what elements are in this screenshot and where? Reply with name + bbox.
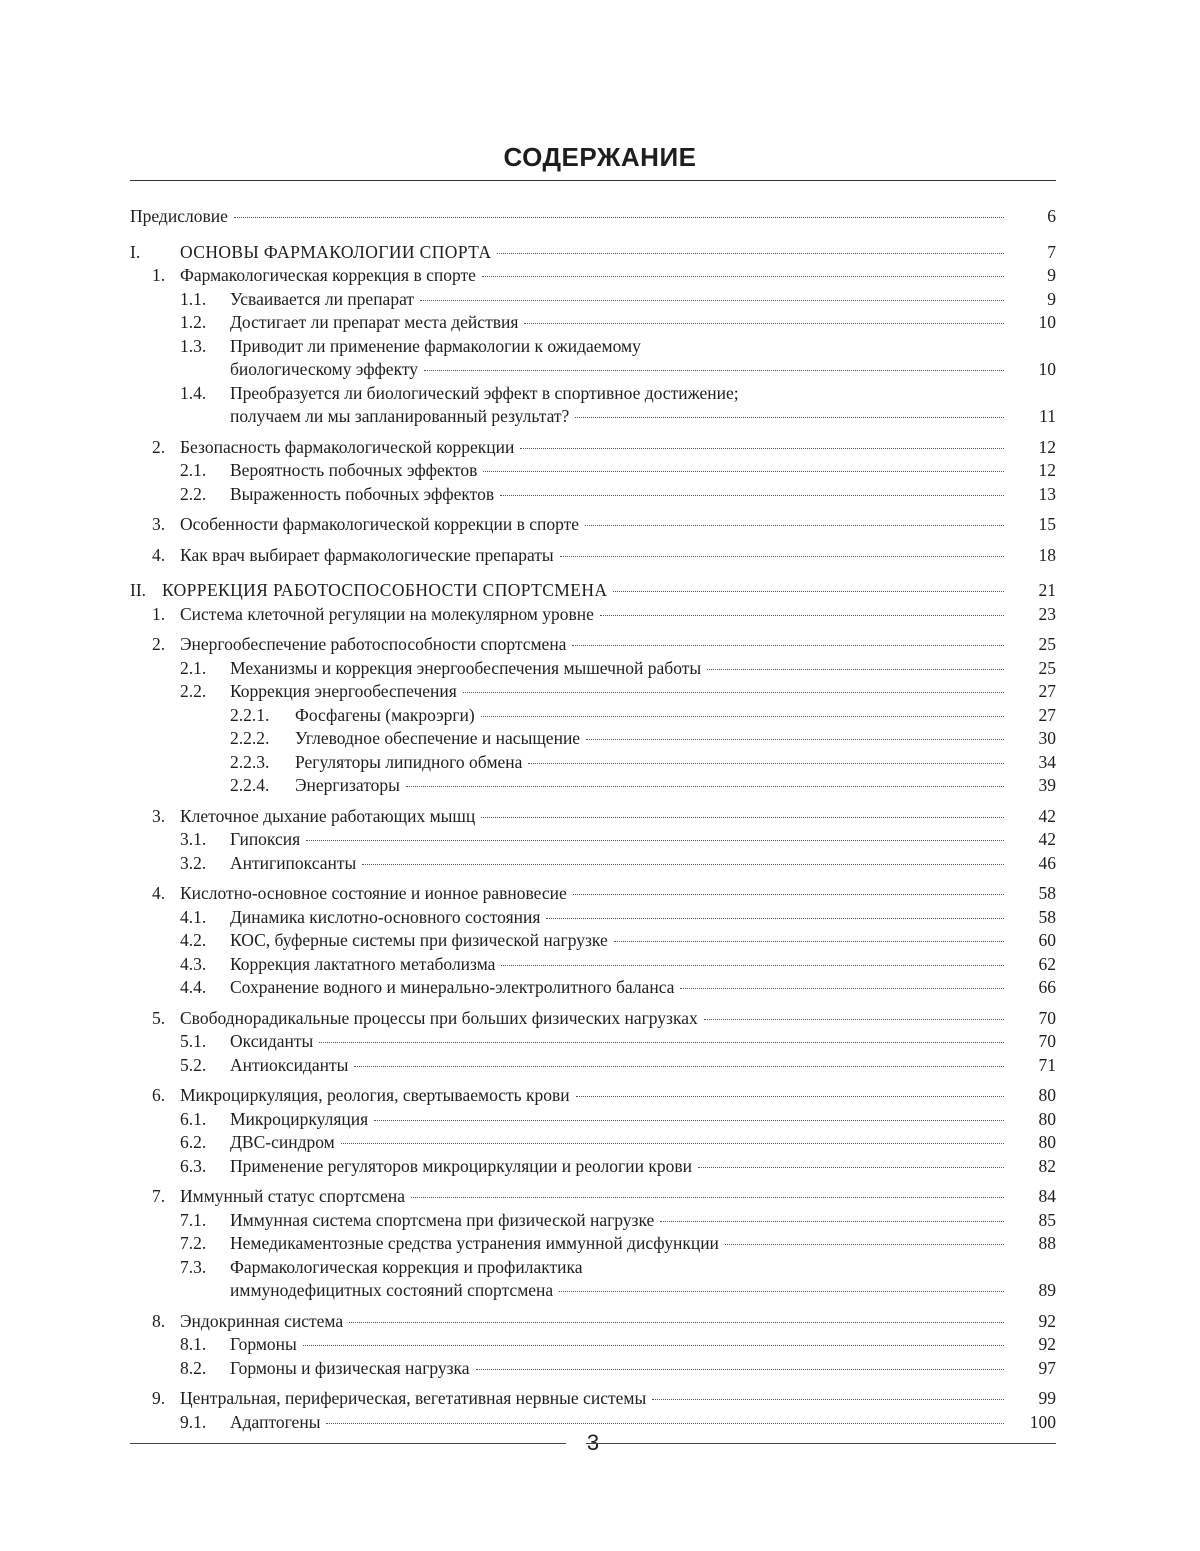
toc-entry-title: Преобразуется ли биологический эффект в спортивное достижение; xyxy=(230,382,739,403)
toc-entry-number: 2.2. xyxy=(180,681,207,701)
toc-entry-subsection[interactable] xyxy=(130,751,1056,775)
toc-page-number: 70 xyxy=(1038,1031,1056,1051)
toc-entry-number: 1.4. xyxy=(180,382,207,403)
dot-leader xyxy=(614,941,1004,942)
toc-entry-subsection[interactable] xyxy=(130,774,1056,798)
toc-entry-title: Предисловие xyxy=(130,206,228,226)
toc-entry-title: Адаптогены xyxy=(230,1411,321,1432)
page-number: 3 xyxy=(586,1430,600,1455)
toc-entry-title: ОСНОВЫ ФАРМАКОЛОГИИ СПОРТА xyxy=(180,241,492,262)
dot-leader xyxy=(576,1096,1004,1097)
toc-entry-title: Эндокринная система xyxy=(180,1310,344,1331)
toc-entry-number: 7.2. xyxy=(180,1233,207,1253)
toc-entry-title: Механизмы и коррекция энергообеспечения мышечной работы xyxy=(230,657,702,678)
toc-entry-number: 2. xyxy=(152,436,166,457)
toc-entry-number: 2.2.3. xyxy=(230,751,270,772)
dot-leader xyxy=(354,1066,1004,1067)
toc-entry-title: Гормоны xyxy=(230,1334,297,1354)
dot-leader xyxy=(660,1221,1004,1222)
toc-entry-number: 6. xyxy=(152,1085,166,1105)
toc-entry-section[interactable] xyxy=(130,1108,1056,1132)
dot-leader xyxy=(481,817,1004,818)
toc-page-number: 9 xyxy=(1047,265,1056,285)
toc-entry-title: Коррекция энергообеспечения xyxy=(230,681,457,701)
toc-entry-section[interactable] xyxy=(130,1054,1056,1078)
toc-entry-title: Иммунный статус спортсмена xyxy=(180,1186,406,1206)
dot-leader xyxy=(613,591,1004,592)
toc-entry-title: Сохранение водного и минерально-электролитного баланса xyxy=(230,977,675,997)
toc-entry-number: 2.2. xyxy=(180,483,207,504)
toc-entry-title: Динамика кислотно-основного состояния xyxy=(230,906,541,927)
dot-leader xyxy=(420,300,1004,301)
toc-page-number: 42 xyxy=(1038,805,1056,826)
toc-entry-section-continued[interactable] xyxy=(130,1279,1056,1303)
toc-entry-title: Микроциркуляция xyxy=(230,1108,369,1129)
dot-leader xyxy=(524,323,1004,324)
toc-page-number: 12 xyxy=(1038,436,1056,457)
dot-leader xyxy=(704,1019,1004,1020)
toc-page-number: 30 xyxy=(1038,728,1056,748)
toc-page-number: 62 xyxy=(1038,953,1056,974)
toc-entry-title: Выраженность побочных эффектов xyxy=(230,483,495,504)
dot-leader xyxy=(575,417,1004,418)
title-rule xyxy=(130,180,1056,181)
dot-leader xyxy=(476,1369,1004,1370)
toc-entry-title: Регуляторы липидного обмена xyxy=(295,751,523,772)
toc-page-number: 25 xyxy=(1038,657,1056,678)
toc-entry-section[interactable] xyxy=(130,828,1056,852)
toc-page-number: 27 xyxy=(1038,704,1056,725)
toc-entry-title: Усваивается ли препарат xyxy=(230,288,415,309)
toc-entry-title: Энергообеспечение работоспособности спортсмена xyxy=(180,634,567,654)
toc-entry-title: Антиоксиданты xyxy=(230,1054,349,1075)
toc-entry-title: Углеводное обеспечение и насыщение xyxy=(295,728,581,748)
dot-leader xyxy=(586,739,1004,740)
toc-entry-title: Гипоксия xyxy=(230,829,301,849)
toc-page-number: 27 xyxy=(1038,681,1056,701)
toc-entry-title: Немедикаментозные средства устранения иммунной дисфункции xyxy=(230,1233,719,1253)
toc-page-number: 80 xyxy=(1038,1108,1056,1129)
toc-entry-title: Вероятность побочных эффектов xyxy=(230,460,478,480)
toc-entry-title: Антигипоксанты xyxy=(230,852,357,873)
dot-leader xyxy=(319,1042,1004,1043)
toc-entry-number: 5.1. xyxy=(180,1031,207,1051)
toc-page-number: 34 xyxy=(1038,751,1056,772)
dot-leader xyxy=(482,276,1004,277)
toc-entry-title: Микроциркуляция, реология, свертываемость крови xyxy=(180,1085,570,1105)
dot-leader xyxy=(326,1423,1004,1424)
toc-entry-number: 1.3. xyxy=(180,335,207,356)
toc-entry-part-1[interactable] xyxy=(130,241,1056,265)
toc-entry-section[interactable] xyxy=(130,335,1056,359)
toc-page-number: 97 xyxy=(1038,1357,1056,1378)
toc-entry-title: Безопасность фармакологической коррекции xyxy=(180,436,515,457)
dot-leader xyxy=(573,894,1004,895)
toc-entry-number: 1.1. xyxy=(180,288,207,309)
toc-entry-title: Фармакологическая коррекция и профилактика xyxy=(230,1256,583,1277)
toc-entry-chapter[interactable] xyxy=(130,544,1056,568)
toc-entry-number: 4. xyxy=(152,544,166,565)
toc-entry-number: 8.1. xyxy=(180,1334,207,1354)
toc-entry-number: 7.1. xyxy=(180,1209,207,1230)
toc-page-number: 23 xyxy=(1038,603,1056,624)
toc-entry-chapter[interactable] xyxy=(130,513,1056,537)
toc-entry-subsection[interactable] xyxy=(130,704,1056,728)
dot-leader xyxy=(559,1291,1004,1292)
toc-entry-chapter[interactable] xyxy=(130,1387,1056,1411)
dot-leader xyxy=(481,716,1004,717)
toc-page-number: 15 xyxy=(1038,514,1056,534)
toc-entry-number: 2.1. xyxy=(180,460,207,480)
toc-entry-number: 3. xyxy=(152,805,166,826)
toc-entry-number: 2.2.2. xyxy=(230,728,270,748)
toc-entry-chapter[interactable] xyxy=(130,1310,1056,1334)
dot-leader xyxy=(406,786,1004,787)
dot-leader xyxy=(463,692,1004,693)
toc-entry-title: Особенности фармакологической коррекции в спорте xyxy=(180,514,580,534)
toc-entry-number: 1. xyxy=(152,603,166,624)
toc-entry-chapter[interactable] xyxy=(130,264,1056,288)
toc-entry-section[interactable] xyxy=(130,929,1056,953)
toc-entry-section-continued[interactable] xyxy=(130,405,1056,429)
toc-entry-number: 8. xyxy=(152,1310,166,1331)
toc-page-number: 85 xyxy=(1038,1209,1056,1230)
dot-leader xyxy=(600,615,1004,616)
toc-page-number: 6 xyxy=(1047,206,1056,226)
toc-entry-number: 8.2. xyxy=(180,1357,207,1378)
toc-entry-chapter[interactable] xyxy=(130,436,1056,460)
toc-entry-chapter[interactable] xyxy=(130,603,1056,627)
toc-entry-number: 4.1. xyxy=(180,906,207,927)
toc-page-number: 92 xyxy=(1038,1334,1056,1354)
dot-leader xyxy=(411,1197,1004,1198)
toc-entry-number: 9. xyxy=(152,1388,166,1408)
toc-entry-number: 9.1. xyxy=(180,1411,207,1432)
toc-entry-section[interactable] xyxy=(130,288,1056,312)
toc-page-number: 58 xyxy=(1038,883,1056,903)
toc-page-number: 7 xyxy=(1047,241,1056,262)
toc-page-number: 21 xyxy=(1038,580,1056,600)
toc-page-number: 58 xyxy=(1038,906,1056,927)
toc-entry-chapter[interactable] xyxy=(130,1007,1056,1031)
page-title: СОДЕРЖАНИЕ xyxy=(503,142,697,172)
toc-page-number: 82 xyxy=(1038,1155,1056,1176)
dot-leader xyxy=(374,1120,1004,1121)
dot-leader xyxy=(341,1143,1004,1144)
toc-page-number: 39 xyxy=(1038,775,1056,795)
toc-page-number: 89 xyxy=(1038,1280,1056,1300)
toc-entry-number: 5. xyxy=(152,1007,166,1028)
toc-entry-section[interactable] xyxy=(130,483,1056,507)
toc-entry-number: 4. xyxy=(152,883,166,903)
toc-page-number: 88 xyxy=(1038,1233,1056,1253)
toc-page-number: 10 xyxy=(1038,312,1056,332)
toc-entry-section[interactable] xyxy=(130,1256,1056,1280)
toc-page-number: 60 xyxy=(1038,930,1056,950)
toc-entry-section[interactable] xyxy=(130,1155,1056,1179)
dot-leader xyxy=(424,370,1004,371)
toc-entry-section[interactable] xyxy=(130,382,1056,406)
toc-entry-number: 6.2. xyxy=(180,1132,207,1152)
toc-entry-title: Достигает ли препарат места действия xyxy=(230,312,519,332)
toc-entry-number: 4.4. xyxy=(180,977,207,997)
toc-entry-number: 2.2.4. xyxy=(230,775,270,795)
toc-entry-number: 4.3. xyxy=(180,953,207,974)
toc-entry-section[interactable] xyxy=(130,1333,1056,1357)
toc-entry-title: Применение регуляторов микроциркуляции и реологии крови xyxy=(230,1155,692,1176)
dot-leader xyxy=(652,1399,1004,1400)
toc-entry-number: 7.3. xyxy=(180,1256,207,1277)
toc-entry-title: Оксиданты xyxy=(230,1031,314,1051)
toc-page-number: 42 xyxy=(1038,829,1056,849)
toc-entry-chapter[interactable] xyxy=(130,1084,1056,1108)
toc-page-number: 80 xyxy=(1038,1085,1056,1105)
toc-entry-number: 3. xyxy=(152,514,166,534)
toc-page-number: 25 xyxy=(1038,634,1056,654)
toc-entry-title: Свободнорадикальные процессы при больших физических нагрузках xyxy=(180,1007,698,1028)
toc-entry-section[interactable] xyxy=(130,1357,1056,1381)
toc-entry-title: ДВС-синдром xyxy=(230,1132,335,1152)
footer-rule-right xyxy=(586,1443,1056,1444)
toc-entry-title: Система клеточной регуляции на молекулярном уровне xyxy=(180,603,594,624)
toc-page-number: 9 xyxy=(1047,288,1056,309)
toc-entry-title: Кислотно-основное состояние и ионное равновесие xyxy=(180,883,567,903)
toc-entry-section[interactable] xyxy=(130,1030,1056,1054)
page-footer xyxy=(130,1428,1056,1458)
toc-page-number: 66 xyxy=(1038,977,1056,997)
dot-leader xyxy=(362,864,1004,865)
toc-entry-number: 6.3. xyxy=(180,1155,207,1176)
dot-leader xyxy=(306,840,1004,841)
dot-leader xyxy=(234,217,1004,218)
toc-entry-title-continued: биологическому эффекту xyxy=(230,359,419,379)
toc-entry-number: 2.2.1. xyxy=(230,704,270,725)
toc-entry-title-continued: иммунодефицитных состояний спортсмена xyxy=(230,1280,554,1300)
dot-leader xyxy=(501,965,1004,966)
toc-entry-title: Коррекция лактатного метаболизма xyxy=(230,953,496,974)
toc-page-number: 99 xyxy=(1038,1388,1056,1408)
dot-leader xyxy=(520,448,1004,449)
toc-entry-section[interactable] xyxy=(130,852,1056,876)
toc-entry-number: II. xyxy=(130,580,147,600)
toc-entry-number: 2.1. xyxy=(180,657,207,678)
toc-entry-section[interactable] xyxy=(130,311,1056,335)
toc-page-number: 100 xyxy=(1029,1411,1056,1432)
toc-page-number: 11 xyxy=(1039,406,1056,426)
toc-page-number: 84 xyxy=(1038,1186,1056,1206)
toc-entry-number: 5.2. xyxy=(180,1054,207,1075)
toc-entry-section[interactable] xyxy=(130,906,1056,930)
toc-entry-number: 7. xyxy=(152,1186,166,1206)
toc-entry-title: Фармакологическая коррекция в спорте xyxy=(180,265,476,285)
table-of-contents xyxy=(130,205,1056,1434)
dot-leader xyxy=(572,645,1004,646)
toc-entry-number: 3.1. xyxy=(180,829,207,849)
toc-entry-section-continued[interactable] xyxy=(130,358,1056,382)
toc-entry-title: Энергизаторы xyxy=(295,775,400,795)
toc-entry-title-continued: получаем ли мы запланированный результат? xyxy=(230,406,570,426)
dot-leader xyxy=(349,1322,1004,1323)
toc-page-number: 71 xyxy=(1038,1054,1056,1075)
toc-page-number: 70 xyxy=(1038,1007,1056,1028)
toc-entry-chapter[interactable] xyxy=(130,1185,1056,1209)
toc-entry-chapter[interactable] xyxy=(130,633,1056,657)
toc-entry-title: Фосфагены (макроэрги) xyxy=(295,704,475,725)
toc-entry-number: 6.1. xyxy=(180,1108,207,1129)
toc-entry-chapter[interactable] xyxy=(130,805,1056,829)
toc-entry-section[interactable] xyxy=(130,976,1056,1000)
toc-entry-title: КОС, буферные системы при физической нагрузке xyxy=(230,930,608,950)
toc-page-number: 92 xyxy=(1038,1310,1056,1331)
toc-entry-section[interactable] xyxy=(130,1232,1056,1256)
toc-entry-title: Как врач выбирает фармакологические препараты xyxy=(180,544,554,565)
toc-page-number: 13 xyxy=(1038,483,1056,504)
dot-leader xyxy=(500,495,1004,496)
dot-leader xyxy=(585,525,1004,526)
toc-entry-number: 1. xyxy=(152,265,166,285)
dot-leader xyxy=(725,1244,1004,1245)
dot-leader xyxy=(707,669,1004,670)
toc-entry-preface[interactable] xyxy=(130,205,1056,229)
toc-entry-section[interactable] xyxy=(130,953,1056,977)
toc-entry-section[interactable] xyxy=(130,680,1056,704)
toc-page-number: 10 xyxy=(1038,359,1056,379)
toc-entry-number: I. xyxy=(130,241,141,262)
toc-entry-subsection[interactable] xyxy=(130,727,1056,751)
toc-entry-section[interactable] xyxy=(130,459,1056,483)
dot-leader xyxy=(546,918,1004,919)
dot-leader xyxy=(528,763,1004,764)
toc-entry-number: 4.2. xyxy=(180,930,207,950)
toc-entry-title: Приводит ли применение фармакологии к ожидаемому xyxy=(230,335,641,356)
dot-leader xyxy=(560,556,1004,557)
dot-leader xyxy=(680,988,1004,989)
dot-leader xyxy=(497,253,1004,254)
toc-entry-title: КОРРЕКЦИЯ РАБОТОСПОСОБНОСТИ СПОРТСМЕНА xyxy=(162,580,608,600)
toc-entry-number: 3.2. xyxy=(180,852,207,873)
toc-entry-chapter[interactable] xyxy=(130,882,1056,906)
toc-entry-title: Иммунная система спортсмена при физической нагрузке xyxy=(230,1209,655,1230)
toc-page-number: 80 xyxy=(1038,1132,1056,1152)
toc-entry-title: Клеточное дыхание работающих мышц xyxy=(180,805,476,826)
dot-leader xyxy=(483,471,1004,472)
dot-leader xyxy=(698,1167,1004,1168)
toc-entry-number: 1.2. xyxy=(180,312,207,332)
toc-entry-section[interactable] xyxy=(130,1209,1056,1233)
footer-rule-left xyxy=(130,1443,566,1444)
toc-entry-section[interactable] xyxy=(130,1131,1056,1155)
toc-page-number: 18 xyxy=(1038,544,1056,565)
toc-entry-section[interactable] xyxy=(130,657,1056,681)
toc-entry-title: Центральная, периферическая, вегетативная нервные системы xyxy=(180,1388,647,1408)
toc-entry-part-2[interactable] xyxy=(130,579,1056,603)
toc-page-number: 46 xyxy=(1038,852,1056,873)
toc-entry-number: 2. xyxy=(152,634,166,654)
toc-entry-title: Гормоны и физическая нагрузка xyxy=(230,1357,470,1378)
toc-page-number: 12 xyxy=(1038,460,1056,480)
dot-leader xyxy=(303,1345,1004,1346)
